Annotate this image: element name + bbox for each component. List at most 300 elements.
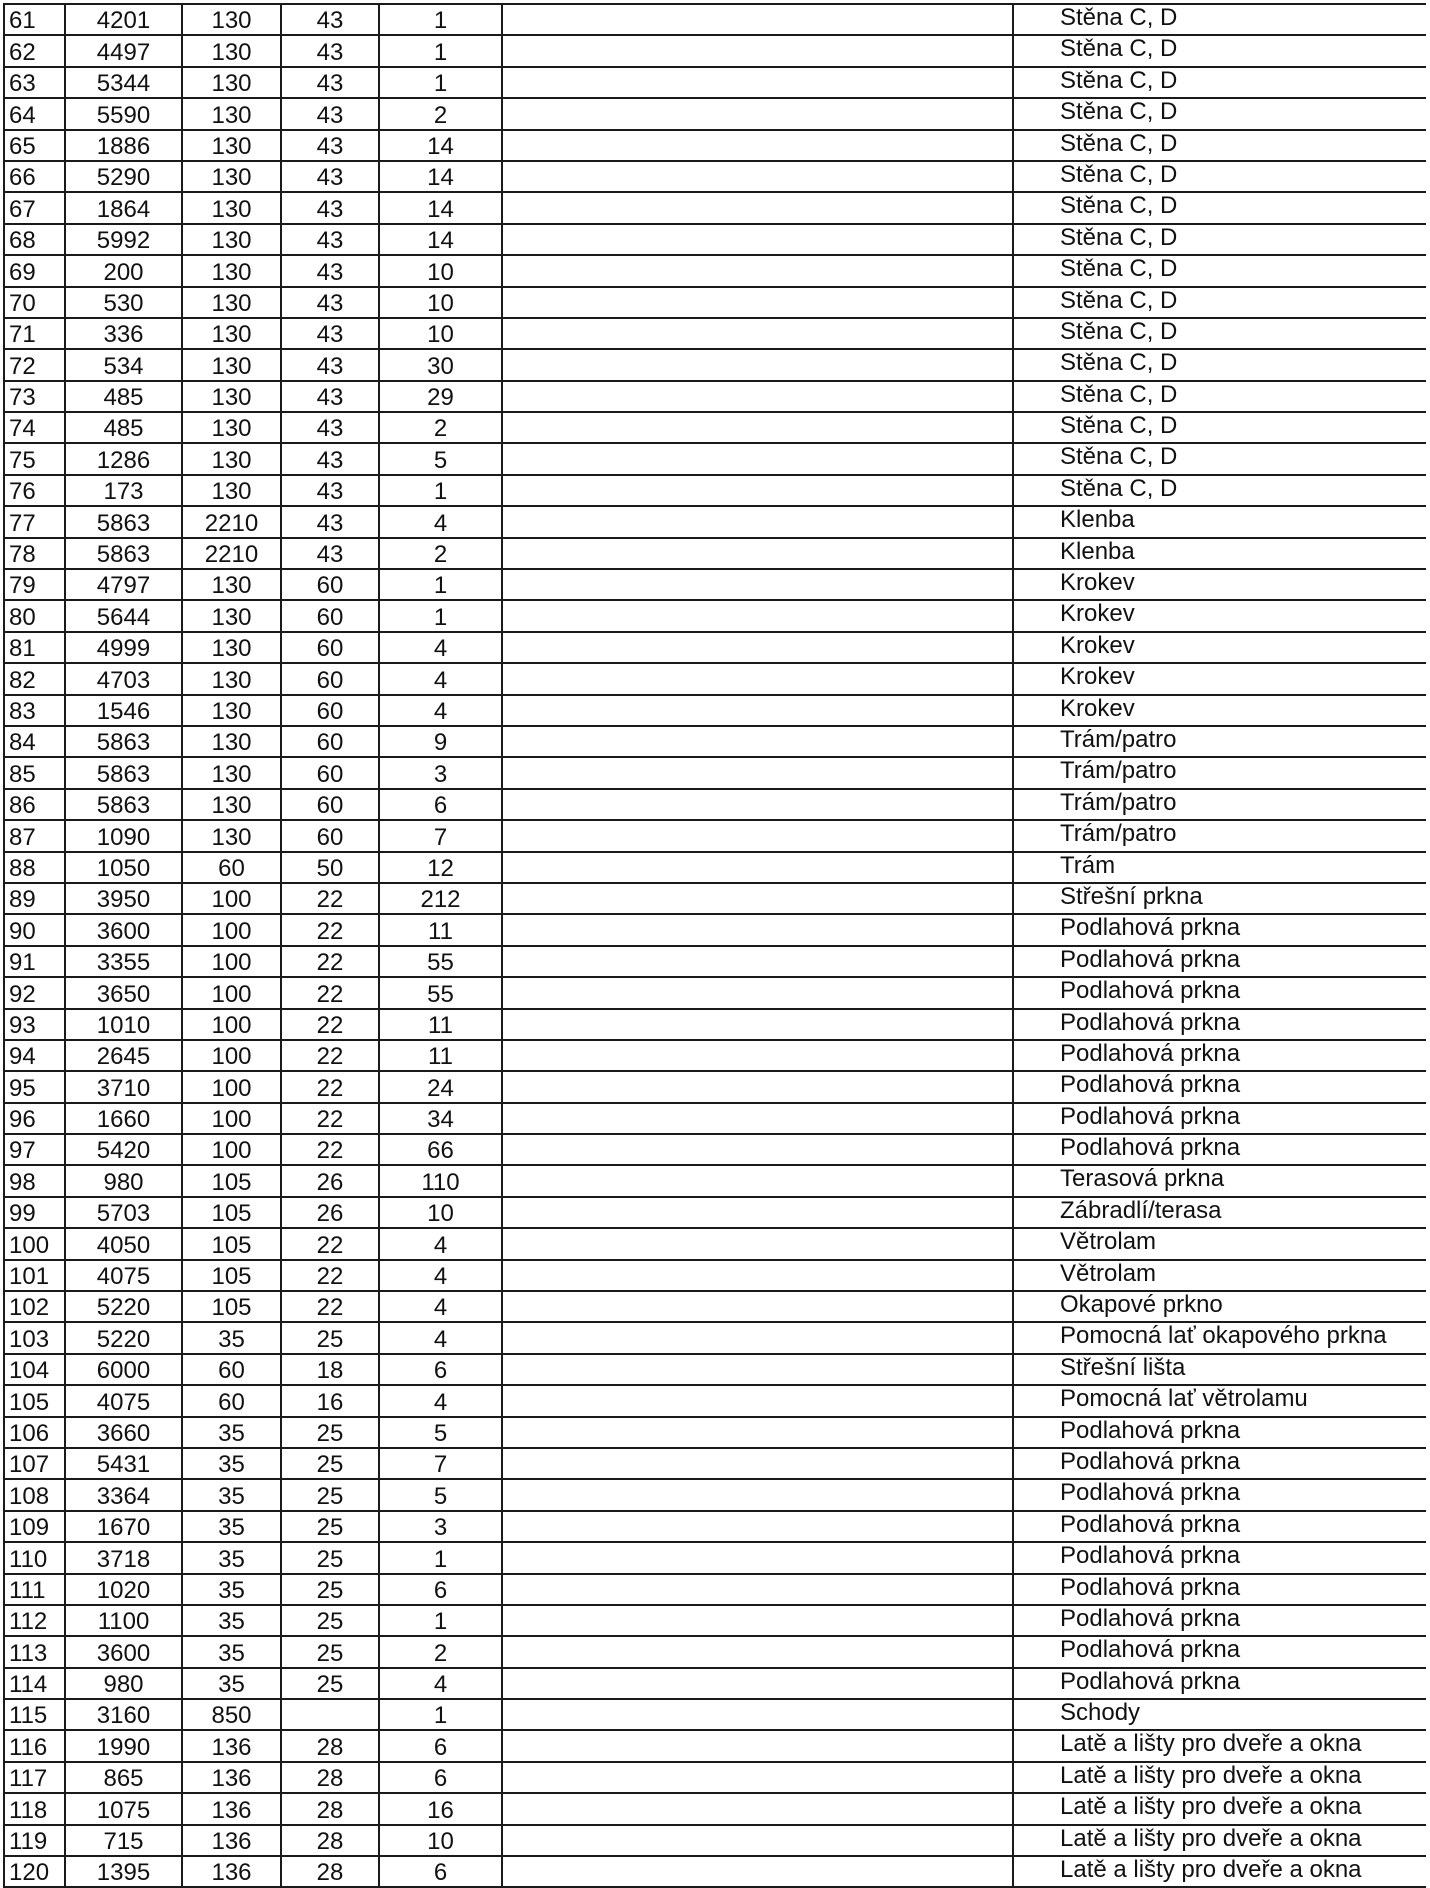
length-cell: 4497 (65, 35, 182, 66)
table-row (4, 381, 1426, 412)
quantity-cell: 10 (379, 287, 502, 318)
length-cell: 3355 (65, 946, 182, 977)
description-cell: Stěna C, D (1013, 412, 1426, 443)
row-number-cell: 93 (4, 1009, 65, 1040)
blank-cell (502, 67, 1013, 98)
row-number-cell: 101 (4, 1260, 65, 1291)
blank-cell (502, 1574, 1013, 1605)
quantity-cell: 6 (379, 1354, 502, 1385)
quantity-cell: 7 (379, 820, 502, 851)
quantity-cell: 5 (379, 1417, 502, 1448)
thickness-cell: 60 (281, 663, 379, 694)
thickness-cell: 22 (281, 914, 379, 945)
thickness-cell: 22 (281, 1040, 379, 1071)
quantity-cell: 9 (379, 726, 502, 757)
thickness-cell: 60 (281, 569, 379, 600)
thickness-cell: 60 (281, 726, 379, 757)
table-row (4, 820, 1426, 851)
description-cell: Podlahová prkna (1013, 1417, 1426, 1448)
table-row (4, 1228, 1426, 1259)
table-row (4, 1511, 1426, 1542)
length-cell: 5863 (65, 726, 182, 757)
row-number-cell: 111 (4, 1574, 65, 1605)
length-cell: 3950 (65, 883, 182, 914)
description-cell: Stěna C, D (1013, 475, 1426, 506)
length-cell: 5290 (65, 161, 182, 192)
table-row (4, 1699, 1426, 1730)
length-cell: 4075 (65, 1260, 182, 1291)
blank-cell (502, 757, 1013, 788)
width-cell: 136 (182, 1825, 281, 1856)
width-cell: 130 (182, 192, 281, 223)
quantity-cell: 66 (379, 1134, 502, 1165)
row-number-cell: 105 (4, 1385, 65, 1416)
thickness-cell: 43 (281, 475, 379, 506)
table-row (4, 695, 1426, 726)
description-cell: Krokev (1013, 632, 1426, 663)
thickness-cell: 43 (281, 381, 379, 412)
thickness-cell: 43 (281, 224, 379, 255)
width-cell: 35 (182, 1479, 281, 1510)
description-cell: Krokev (1013, 663, 1426, 694)
quantity-cell: 10 (379, 318, 502, 349)
width-cell: 130 (182, 757, 281, 788)
thickness-cell: 43 (281, 192, 379, 223)
table-row (4, 475, 1426, 506)
row-number-cell: 81 (4, 632, 65, 663)
table-row (4, 1574, 1426, 1605)
description-cell: Podlahová prkna (1013, 1134, 1426, 1165)
description-cell: Zábradlí/terasa (1013, 1197, 1426, 1228)
length-cell: 1886 (65, 130, 182, 161)
quantity-cell: 4 (379, 1668, 502, 1699)
width-cell: 100 (182, 1103, 281, 1134)
thickness-cell: 25 (281, 1417, 379, 1448)
table-row (4, 914, 1426, 945)
table-row (4, 1197, 1426, 1228)
row-number-cell: 97 (4, 1134, 65, 1165)
table-row (4, 192, 1426, 223)
row-number-cell: 116 (4, 1730, 65, 1761)
description-cell: Pomocná lať větrolamu (1013, 1385, 1426, 1416)
thickness-cell: 60 (281, 632, 379, 663)
thickness-cell: 43 (281, 67, 379, 98)
length-cell: 3364 (65, 1479, 182, 1510)
description-cell: Stěna C, D (1013, 255, 1426, 286)
thickness-cell: 22 (281, 946, 379, 977)
quantity-cell: 1 (379, 600, 502, 631)
blank-cell (502, 538, 1013, 569)
description-cell: Stěna C, D (1013, 287, 1426, 318)
length-cell: 5863 (65, 757, 182, 788)
length-cell: 1286 (65, 443, 182, 474)
width-cell: 130 (182, 67, 281, 98)
table-row (4, 538, 1426, 569)
description-cell: Stěna C, D (1013, 443, 1426, 474)
table-row (4, 1762, 1426, 1793)
length-cell: 980 (65, 1668, 182, 1699)
table-row (4, 1668, 1426, 1699)
quantity-cell: 2 (379, 412, 502, 443)
width-cell: 60 (182, 852, 281, 883)
table-row (4, 98, 1426, 129)
row-number-cell: 75 (4, 443, 65, 474)
thickness-cell: 43 (281, 349, 379, 380)
table-row (4, 224, 1426, 255)
table-row (4, 663, 1426, 694)
table-row (4, 161, 1426, 192)
width-cell: 100 (182, 1040, 281, 1071)
width-cell: 130 (182, 224, 281, 255)
blank-cell (502, 98, 1013, 129)
quantity-cell: 1 (379, 35, 502, 66)
length-cell: 865 (65, 1762, 182, 1793)
length-cell: 336 (65, 318, 182, 349)
width-cell: 130 (182, 349, 281, 380)
blank-cell (502, 1636, 1013, 1667)
description-cell: Podlahová prkna (1013, 1542, 1426, 1573)
width-cell: 35 (182, 1448, 281, 1479)
width-cell: 2210 (182, 538, 281, 569)
blank-cell (502, 1825, 1013, 1856)
width-cell: 130 (182, 726, 281, 757)
description-cell: Latě a lišty pro dveře a okna (1013, 1793, 1426, 1824)
blank-cell (502, 946, 1013, 977)
thickness-cell: 43 (281, 98, 379, 129)
thickness-cell: 43 (281, 443, 379, 474)
table-row (4, 632, 1426, 663)
table-row (4, 4, 1426, 35)
width-cell: 100 (182, 914, 281, 945)
description-cell: Větrolam (1013, 1228, 1426, 1259)
blank-cell (502, 1542, 1013, 1573)
width-cell: 2210 (182, 506, 281, 537)
blank-cell (502, 1605, 1013, 1636)
blank-cell (502, 1260, 1013, 1291)
table-row (4, 130, 1426, 161)
table-row (4, 1134, 1426, 1165)
row-number-cell: 74 (4, 412, 65, 443)
row-number-cell: 106 (4, 1417, 65, 1448)
thickness-cell: 43 (281, 506, 379, 537)
blank-cell (502, 1479, 1013, 1510)
thickness-cell: 43 (281, 35, 379, 66)
description-cell: Stěna C, D (1013, 192, 1426, 223)
thickness-cell: 25 (281, 1574, 379, 1605)
blank-cell (502, 569, 1013, 600)
thickness-cell: 25 (281, 1322, 379, 1353)
blank-cell (502, 192, 1013, 223)
quantity-cell: 10 (379, 1197, 502, 1228)
length-cell: 6000 (65, 1354, 182, 1385)
row-number-cell: 88 (4, 852, 65, 883)
thickness-cell: 60 (281, 820, 379, 851)
table-row (4, 349, 1426, 380)
row-number-cell: 95 (4, 1071, 65, 1102)
table-row (4, 443, 1426, 474)
description-cell: Podlahová prkna (1013, 1574, 1426, 1605)
width-cell: 130 (182, 475, 281, 506)
thickness-cell: 25 (281, 1511, 379, 1542)
blank-cell (502, 1417, 1013, 1448)
table-body (4, 4, 1426, 1887)
length-cell: 5344 (65, 67, 182, 98)
blank-cell (502, 1762, 1013, 1793)
length-cell: 530 (65, 287, 182, 318)
description-cell: Okapové prkno (1013, 1291, 1426, 1322)
row-number-cell: 114 (4, 1668, 65, 1699)
blank-cell (502, 1668, 1013, 1699)
table-row (4, 1354, 1426, 1385)
quantity-cell: 3 (379, 757, 502, 788)
blank-cell (502, 632, 1013, 663)
blank-cell (502, 1040, 1013, 1071)
length-cell: 3660 (65, 1417, 182, 1448)
blank-cell (502, 977, 1013, 1008)
blank-cell (502, 1228, 1013, 1259)
table-row (4, 1636, 1426, 1667)
quantity-cell: 14 (379, 224, 502, 255)
thickness-cell: 22 (281, 883, 379, 914)
length-cell: 5863 (65, 506, 182, 537)
length-cell: 5644 (65, 600, 182, 631)
description-cell: Klenba (1013, 538, 1426, 569)
width-cell: 130 (182, 632, 281, 663)
row-number-cell: 98 (4, 1165, 65, 1196)
blank-cell (502, 224, 1013, 255)
description-cell: Krokev (1013, 600, 1426, 631)
length-cell: 4201 (65, 4, 182, 35)
length-cell: 5220 (65, 1322, 182, 1353)
description-cell: Podlahová prkna (1013, 1479, 1426, 1510)
thickness-cell: 22 (281, 1260, 379, 1291)
row-number-cell: 62 (4, 35, 65, 66)
description-cell: Podlahová prkna (1013, 1605, 1426, 1636)
quantity-cell: 1 (379, 1605, 502, 1636)
description-cell: Schody (1013, 1699, 1426, 1730)
quantity-cell: 5 (379, 1479, 502, 1510)
table-row (4, 1856, 1426, 1887)
thickness-cell: 22 (281, 1009, 379, 1040)
blank-cell (502, 287, 1013, 318)
length-cell: 3650 (65, 977, 182, 1008)
row-number-cell: 61 (4, 4, 65, 35)
table-row (4, 1417, 1426, 1448)
thickness-cell (281, 1699, 379, 1730)
thickness-cell: 22 (281, 1103, 379, 1134)
length-cell: 1090 (65, 820, 182, 851)
row-number-cell: 73 (4, 381, 65, 412)
quantity-cell: 30 (379, 349, 502, 380)
row-number-cell: 78 (4, 538, 65, 569)
thickness-cell: 43 (281, 538, 379, 569)
quantity-cell: 14 (379, 130, 502, 161)
width-cell: 105 (182, 1291, 281, 1322)
width-cell: 105 (182, 1165, 281, 1196)
width-cell: 130 (182, 98, 281, 129)
row-number-cell: 120 (4, 1856, 65, 1887)
table-row (4, 255, 1426, 286)
description-cell: Podlahová prkna (1013, 914, 1426, 945)
length-cell: 3160 (65, 1699, 182, 1730)
table-row (4, 1291, 1426, 1322)
row-number-cell: 87 (4, 820, 65, 851)
description-cell: Podlahová prkna (1013, 1636, 1426, 1667)
blank-cell (502, 1699, 1013, 1730)
width-cell: 130 (182, 663, 281, 694)
length-cell: 3718 (65, 1542, 182, 1573)
row-number-cell: 109 (4, 1511, 65, 1542)
thickness-cell: 60 (281, 789, 379, 820)
blank-cell (502, 1197, 1013, 1228)
length-cell: 3600 (65, 1636, 182, 1667)
quantity-cell: 4 (379, 663, 502, 694)
thickness-cell: 43 (281, 161, 379, 192)
length-cell: 715 (65, 1825, 182, 1856)
thickness-cell: 43 (281, 412, 379, 443)
row-number-cell: 92 (4, 977, 65, 1008)
description-cell: Pomocná lať okapového prkna (1013, 1322, 1426, 1353)
width-cell: 130 (182, 318, 281, 349)
length-cell: 5420 (65, 1134, 182, 1165)
width-cell: 136 (182, 1730, 281, 1761)
description-cell: Podlahová prkna (1013, 1071, 1426, 1102)
length-cell: 3600 (65, 914, 182, 945)
blank-cell (502, 663, 1013, 694)
thickness-cell: 60 (281, 757, 379, 788)
width-cell: 130 (182, 287, 281, 318)
thickness-cell: 43 (281, 130, 379, 161)
quantity-cell: 2 (379, 1636, 502, 1667)
quantity-cell: 212 (379, 883, 502, 914)
length-cell: 5863 (65, 789, 182, 820)
length-cell: 980 (65, 1165, 182, 1196)
quantity-cell: 24 (379, 1071, 502, 1102)
row-number-cell: 89 (4, 883, 65, 914)
quantity-cell: 11 (379, 914, 502, 945)
blank-cell (502, 914, 1013, 945)
quantity-cell: 10 (379, 1825, 502, 1856)
description-cell: Trám/patro (1013, 726, 1426, 757)
thickness-cell: 22 (281, 1228, 379, 1259)
blank-cell (502, 318, 1013, 349)
thickness-cell: 43 (281, 4, 379, 35)
quantity-cell: 2 (379, 98, 502, 129)
thickness-cell: 22 (281, 977, 379, 1008)
table-row (4, 287, 1426, 318)
blank-cell (502, 1291, 1013, 1322)
quantity-cell: 4 (379, 695, 502, 726)
quantity-cell: 10 (379, 255, 502, 286)
blank-cell (502, 600, 1013, 631)
table-row (4, 1385, 1426, 1416)
width-cell: 130 (182, 695, 281, 726)
row-number-cell: 115 (4, 1699, 65, 1730)
description-cell: Podlahová prkna (1013, 1668, 1426, 1699)
blank-cell (502, 1385, 1013, 1416)
table-row (4, 1542, 1426, 1573)
table-row (4, 1479, 1426, 1510)
length-cell: 5431 (65, 1448, 182, 1479)
blank-cell (502, 255, 1013, 286)
thickness-cell: 28 (281, 1825, 379, 1856)
blank-cell (502, 883, 1013, 914)
description-cell: Krokev (1013, 695, 1426, 726)
length-cell: 1546 (65, 695, 182, 726)
width-cell: 100 (182, 1071, 281, 1102)
table-row (4, 852, 1426, 883)
description-cell: Podlahová prkna (1013, 1009, 1426, 1040)
quantity-cell: 29 (379, 381, 502, 412)
row-number-cell: 64 (4, 98, 65, 129)
length-cell: 1395 (65, 1856, 182, 1887)
row-number-cell: 63 (4, 67, 65, 98)
width-cell: 130 (182, 789, 281, 820)
width-cell: 850 (182, 1699, 281, 1730)
width-cell: 105 (182, 1228, 281, 1259)
width-cell: 136 (182, 1762, 281, 1793)
row-number-cell: 90 (4, 914, 65, 945)
length-cell: 534 (65, 349, 182, 380)
description-cell: Klenba (1013, 506, 1426, 537)
thickness-cell: 25 (281, 1605, 379, 1636)
description-cell: Stěna C, D (1013, 4, 1426, 35)
row-number-cell: 112 (4, 1605, 65, 1636)
row-number-cell: 119 (4, 1825, 65, 1856)
length-cell: 5220 (65, 1291, 182, 1322)
length-cell: 4703 (65, 663, 182, 694)
blank-cell (502, 789, 1013, 820)
description-cell: Stěna C, D (1013, 224, 1426, 255)
row-number-cell: 84 (4, 726, 65, 757)
table-row (4, 1793, 1426, 1824)
row-number-cell: 103 (4, 1322, 65, 1353)
thickness-cell: 43 (281, 318, 379, 349)
table-row (4, 757, 1426, 788)
quantity-cell: 11 (379, 1009, 502, 1040)
length-cell: 4050 (65, 1228, 182, 1259)
quantity-cell: 14 (379, 161, 502, 192)
width-cell: 35 (182, 1668, 281, 1699)
quantity-cell: 1 (379, 67, 502, 98)
description-cell: Větrolam (1013, 1260, 1426, 1291)
length-cell: 1100 (65, 1605, 182, 1636)
table-row (4, 946, 1426, 977)
blank-cell (502, 1511, 1013, 1542)
width-cell: 130 (182, 161, 281, 192)
width-cell: 35 (182, 1636, 281, 1667)
row-number-cell: 71 (4, 318, 65, 349)
row-number-cell: 67 (4, 192, 65, 223)
quantity-cell: 4 (379, 506, 502, 537)
quantity-cell: 6 (379, 1574, 502, 1605)
row-number-cell: 85 (4, 757, 65, 788)
description-cell: Trám (1013, 852, 1426, 883)
blank-cell (502, 130, 1013, 161)
row-number-cell: 70 (4, 287, 65, 318)
width-cell: 130 (182, 35, 281, 66)
row-number-cell: 69 (4, 255, 65, 286)
width-cell: 130 (182, 255, 281, 286)
thickness-cell: 25 (281, 1668, 379, 1699)
thickness-cell: 60 (281, 695, 379, 726)
blank-cell (502, 4, 1013, 35)
row-number-cell: 99 (4, 1197, 65, 1228)
quantity-cell: 16 (379, 1793, 502, 1824)
blank-cell (502, 475, 1013, 506)
length-cell: 1670 (65, 1511, 182, 1542)
width-cell: 130 (182, 381, 281, 412)
